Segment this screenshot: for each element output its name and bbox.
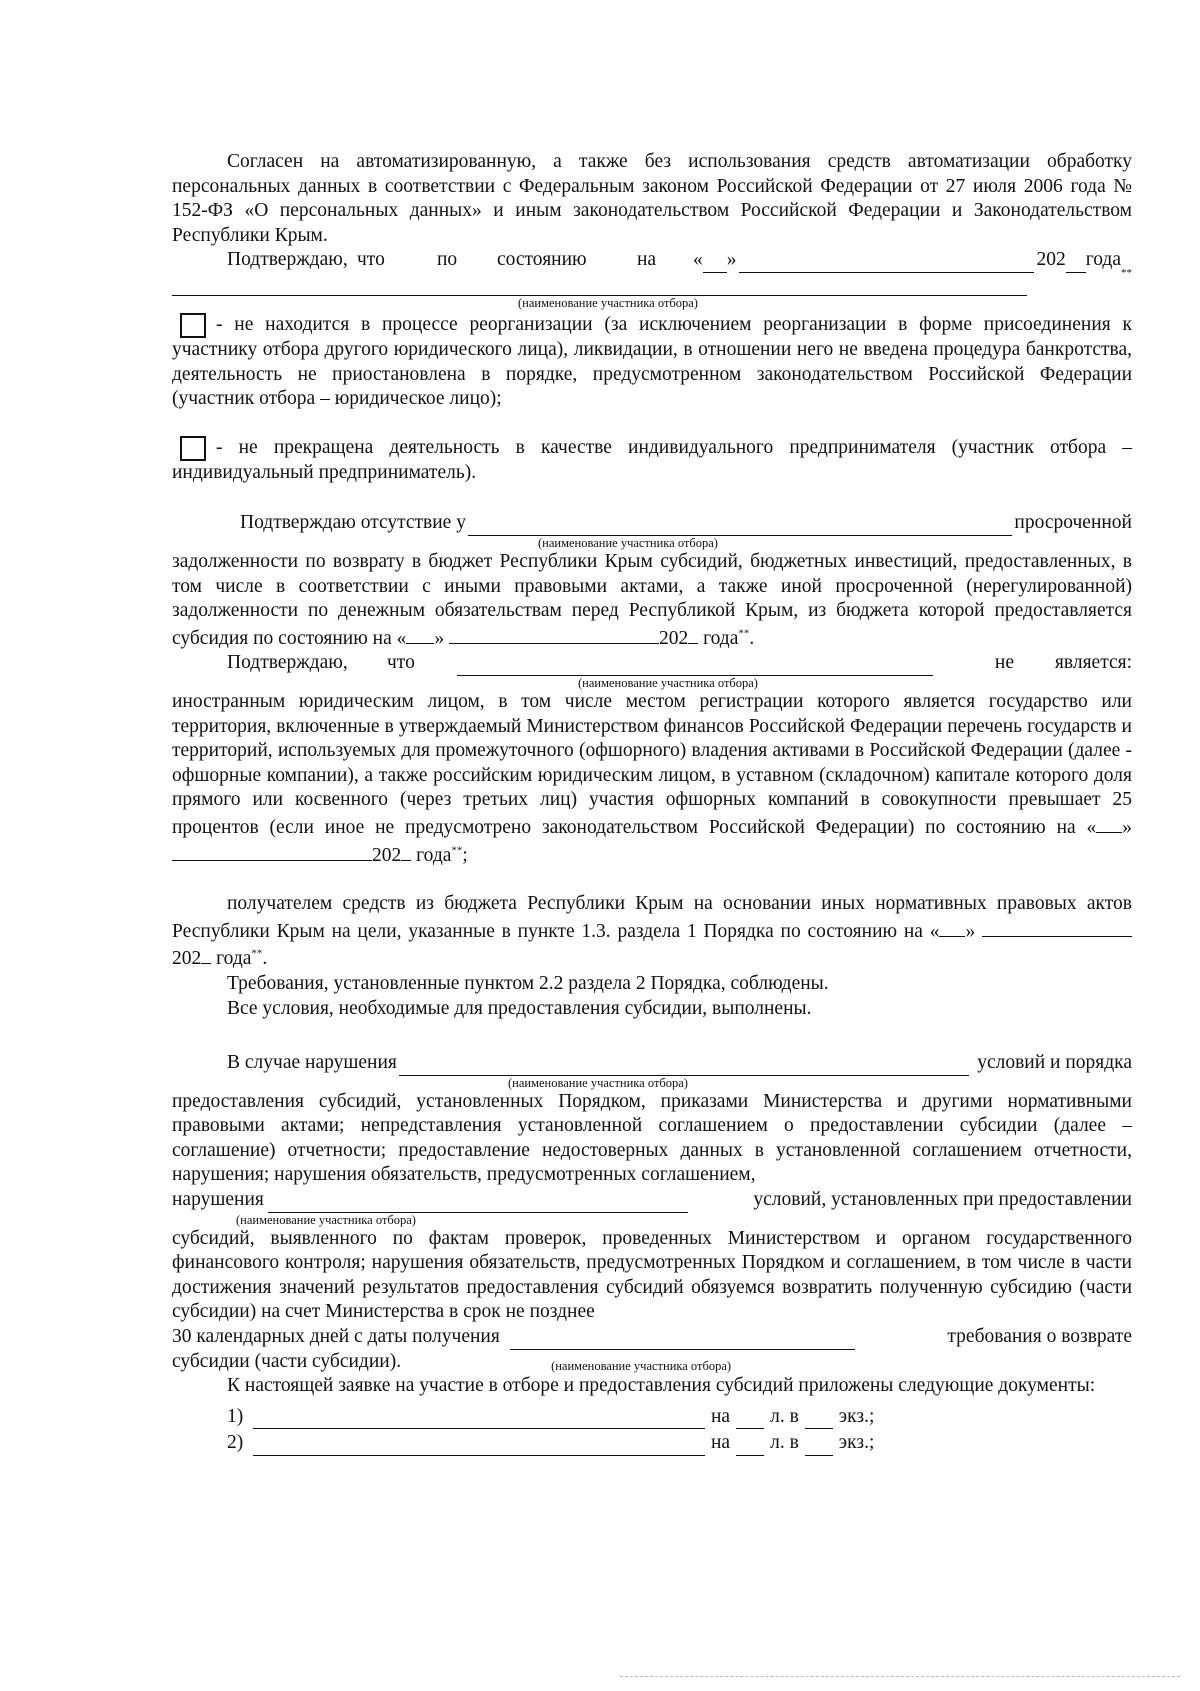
violation-body1: предоставления субсидий, установленных Порядком, приказами Министерства и другими нормативными правовыми актами; непредставления установленной соглашением о предоставлении субсидии (далее – соглашение) отчетности; предоставление недостоверных данных в установленной соглашением отчетности, нарушения; нарушения обязательств, предусмотренных соглашением, [172,1090,1132,1186]
debt-date-close: » [434,627,445,649]
date-open-quote: « [693,249,703,271]
offshore-year-blank[interactable] [401,841,411,861]
violation-participant-blank2[interactable] [268,1193,688,1213]
offshore-day-blank[interactable] [1096,813,1122,833]
violation-caption2: (наименование участника отбора) [236,1212,416,1227]
confirm-word-2: что [357,249,385,271]
debt-end: . [749,627,755,649]
attachment-item [227,1431,1132,1456]
debt-year-word: года [703,627,739,649]
attachment-item [227,1405,1132,1430]
debt-year: 202 [658,627,689,649]
day-blank[interactable] [703,253,727,273]
year-prefix: 202 [1036,249,1066,271]
attachment-num: 2) [227,1432,244,1454]
violation-last-line [172,1350,1132,1375]
debt-lead: Подтверждаю отсутствие у [240,512,466,534]
attachment-ekz: экз.; [838,1432,875,1454]
scan-artifact-line [620,1676,1180,1678]
confirm-word-4: состоянию [497,249,587,271]
caption-line [172,296,1132,310]
recipient-date-close: » [965,920,976,942]
offshore-caption: (наименование участника отбора) [578,675,758,690]
violation-tail: условий и порядка [977,1052,1132,1074]
debt-paragraph [172,550,1132,651]
attachment-pages-blank[interactable] [736,1409,764,1429]
recipient-year: 202 [172,948,202,970]
consent-paragraph [172,150,1132,248]
attachment-copies-blank[interactable] [805,1436,833,1456]
violation-last: субсидии (части субсидии). [172,1350,402,1372]
consent-line1: Согласен на автоматизированную, а также без использования средств автоматизации обработку [227,151,1132,172]
checkbox1-text: - не находится в процессе реорганизации (за исключением реорганизации в форме присоединения к участнику отбора другого юридического лица), ликвидации, в отношении него не введена процедура банкротства, деятельность не приостановлена в порядке, предусмотренном законодательством Российской Федерации (участник отбора – юридическое лицо); [172,313,1132,410]
offshore-w4: является: [1054,652,1132,674]
offshore-line [227,651,1132,676]
debt-year-blank[interactable] [688,624,698,644]
offshore-footnote-mark: ** [451,844,463,857]
offshore-participant-blank[interactable] [457,656,933,676]
violation-line3 [172,1325,1132,1350]
debt-body: задолженности по возврату в бюджет Республики Крым субсидий, бюджетных инвестиций, предоставленных, в том числе в соответствии с иными правовыми актами, а также иной просроченной (нерегулированной) задолженности по денежным обязательствам перед Республикой Крым, из бюджета которой предоставляется субсидия по состоянию на « [172,551,1132,649]
confirm-word-5: на [637,249,657,271]
confirm-date-line: Подтверждаю, что по состоянию на « » 202 года ** [227,249,1132,279]
offshore-body: иностранным юридическим лицом, в том числе местом регистрации которого является государство или территория, включенные в утверждаемый Министерством финансов Российской Федерации перечень государств и территорий, используемых для промежуточного (офшорного) владения активами в Российской Федерации (далее - офшорные компании), а также российским юридическим лицом, в уставном (складочном) капитале которого доля прямого или косвенного (через третьих лиц) участия офшорных компаний в совокупности превышает 25 процентов (если иное не предусмотрено законодательством Российской Федерации) по состоянию на « [172,690,1132,838]
debt-month-blank[interactable] [449,624,659,644]
recipient-day-blank[interactable] [939,917,965,937]
violation-line2 [172,1188,1132,1213]
confirm-word-1: Подтверждаю, [227,249,348,271]
recipient-body: получателем средств из бюджета Республики Крым на основании иных нормативных правовых актов Республики Крым на цели, указанные в пункте 1.3. раздела 1 Порядка по состоянию на « [172,893,1132,942]
violation-tail2: условий, установленных при предоставлении [753,1189,1132,1211]
attachment-na: на [711,1405,731,1427]
attachments-intro: К настоящей заявке на участие в отборе и предоставления субсидий приложены следующие документы: [227,1375,1096,1397]
recipient-paragraph [172,892,1132,972]
violation-caption3: (наименование участника отбора) [551,1359,732,1374]
year-word: года [1085,249,1121,271]
violation-lead3: 30 календарных дней с даты получения [172,1326,500,1348]
debt-line [240,511,1132,536]
attachment-ekz: экз.; [838,1405,875,1427]
violation-tail3: требования о возврате [947,1326,1132,1348]
debt-tail: просроченной [1014,512,1132,534]
attachment-copies-blank[interactable] [805,1409,833,1429]
violation-caption: (наименование участника отбора) [508,1075,688,1090]
offshore-month-blank[interactable] [172,841,372,861]
violation-line [227,1051,1132,1076]
violation-lead: В случае нарушения [227,1052,397,1074]
recipient-end: . [262,948,268,970]
attachment-pages-blank[interactable] [736,1436,764,1456]
month-blank[interactable] [739,253,1035,273]
participant-caption: (наименование участника отбора) [518,295,698,310]
offshore-paragraph [172,690,1132,868]
attachment-l: л. в [770,1405,799,1427]
year-blank[interactable] [1066,253,1086,273]
application-page [172,150,1132,1458]
debt-footnote-mark: ** [738,627,750,640]
violation-participant-blank3[interactable] [510,1330,855,1350]
offshore-w1: Подтверждаю, [227,652,348,674]
violation-participant-blank[interactable] [399,1056,969,1076]
offshore-year: 202 [372,844,402,866]
checkbox2-paragraph [172,436,1132,486]
recipient-year-blank[interactable] [201,944,211,964]
confirm-word-3: по [437,249,458,271]
recipient-month-blank[interactable] [982,917,1132,937]
recipient-year-word: года [216,948,252,970]
attachment-na: на [711,1432,731,1454]
offshore-w2: что [387,652,415,674]
offshore-year-word: года [416,844,452,866]
consent-rest: персональных данных в соответствии с Федеральным законом Российской Федерации от 27 июля 2006 года № 152-ФЗ «О персональных данных» и иным законодательством Российской Федерации и Законодательством Республики Крым. [172,175,1132,246]
requirements-line: Требования, установленные пунктом 2.2 раздела 2 Порядка, соблюдены. [227,972,829,994]
conditions-line: Все условия, необходимые для предоставления субсидии, выполнены. [227,997,812,1019]
debt-participant-blank[interactable] [468,516,1012,536]
attachments-list [227,1405,1132,1456]
legal-entity-checkbox[interactable] [180,313,206,338]
offshore-end: ; [462,844,468,866]
offshore-w3: не [994,652,1015,674]
checkbox1-paragraph [172,313,1132,412]
attachment-name-blank[interactable] [253,1409,705,1429]
checkbox2-text: - не прекращена деятельность в качестве индивидуального предпринимателя (участник отбора – индивидуальный предприниматель). [172,436,1132,483]
date-close-quote: » [726,249,737,271]
debt-caption: (наименование участника отбора) [538,536,718,550]
debt-day-blank[interactable] [406,624,434,644]
entrepreneur-checkbox[interactable] [180,436,206,461]
recipient-footnote-mark: ** [251,947,263,960]
participant-name-blank[interactable] [172,273,1027,296]
attachment-num: 1) [227,1405,244,1427]
violation-lead2: нарушения [172,1189,264,1211]
attachment-name-blank[interactable] [253,1436,705,1456]
offshore-date-close: » [1122,816,1132,838]
attachment-l: л. в [770,1432,799,1454]
violation-body2: субсидий, выявленного по фактам проверок, проведенных Министерством и органом государственного финансового контроля; нарушения обязательств, предусмотренных Порядком и соглашением, в том числе в части достижения значений результатов предоставления субсидий обязуемся возвратить полученную субсидию (части субсидии) на счет Министерства в срок не позднее [172,1227,1132,1323]
